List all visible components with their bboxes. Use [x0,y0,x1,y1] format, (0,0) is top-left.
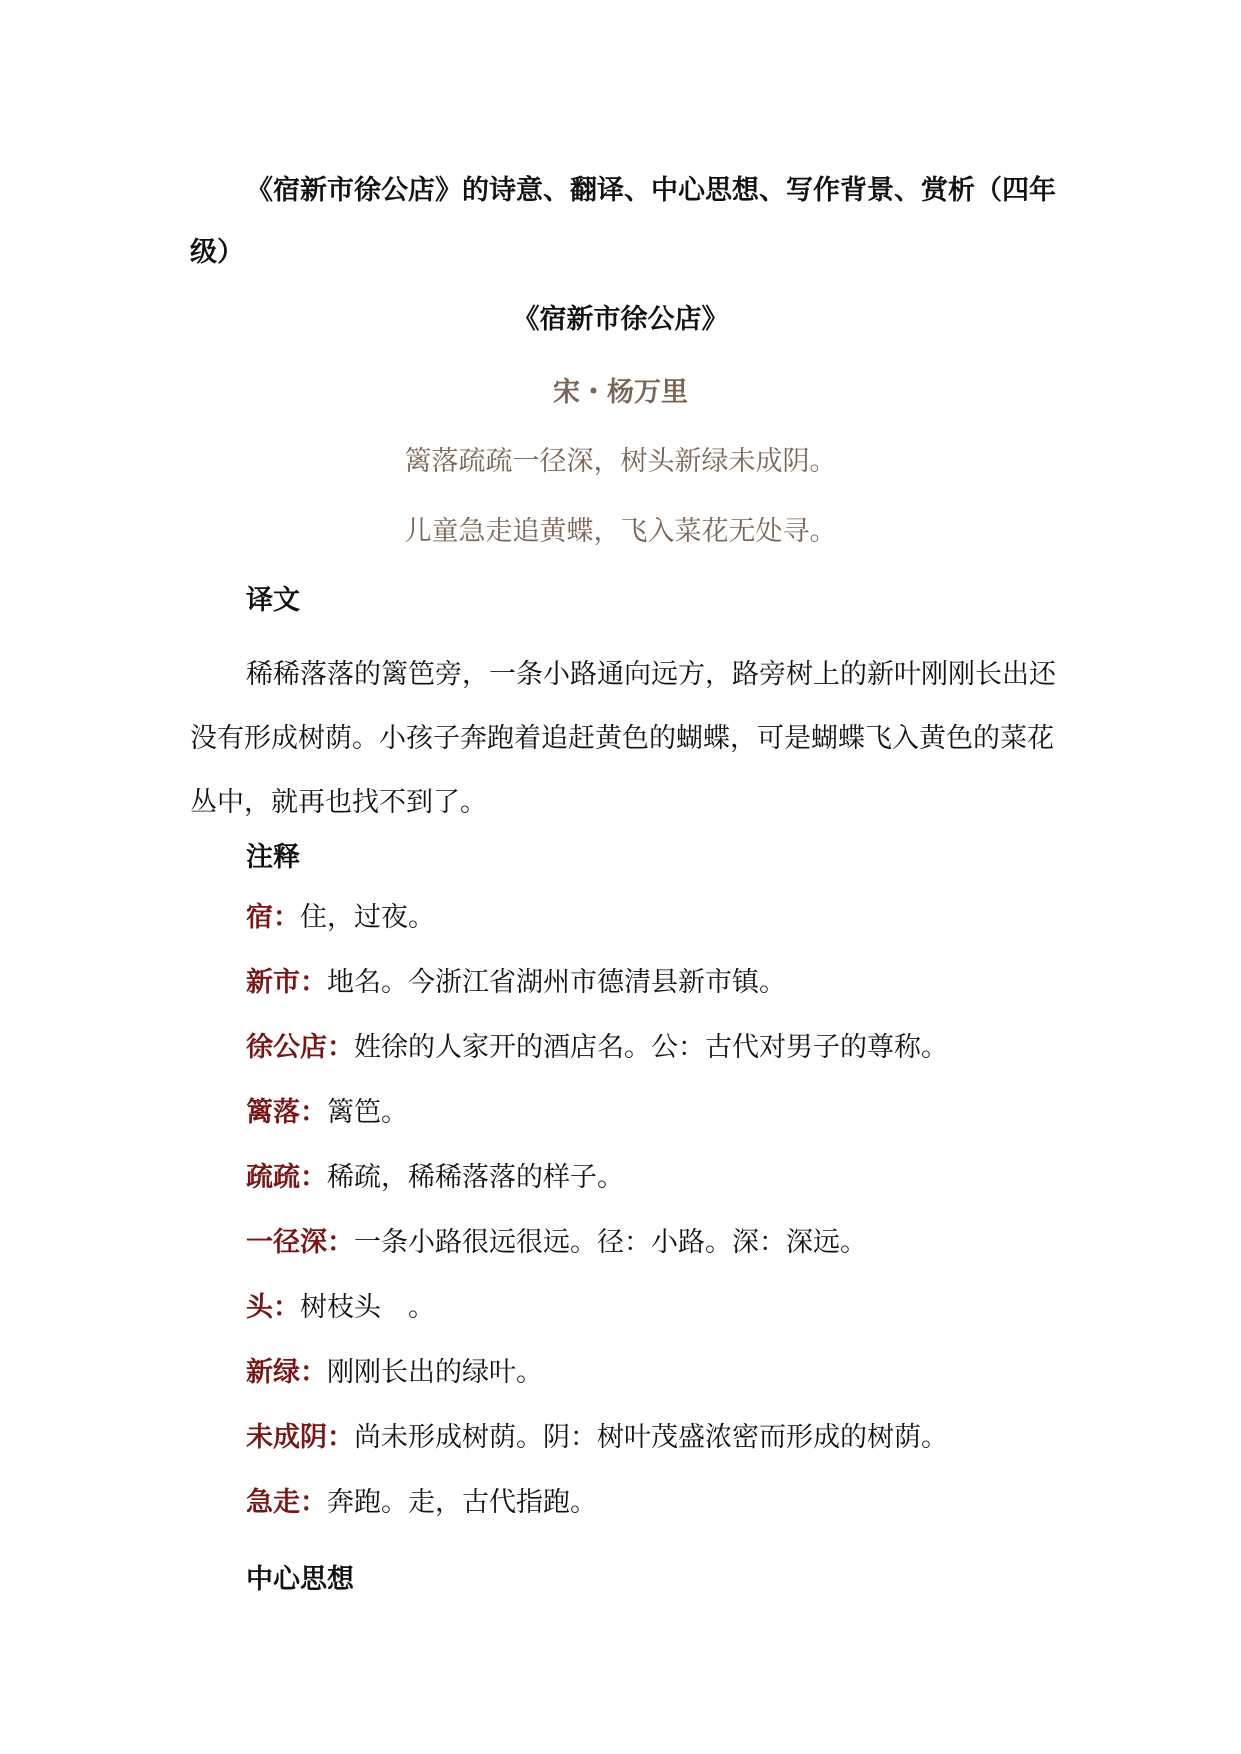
note-colon: ： [327,1032,354,1063]
note-colon: ： [327,1422,354,1453]
note-definition: 篱笆。 [327,1097,408,1128]
note-colon: ： [300,1097,327,1128]
note-definition: 地名。今浙江省湖州市德清县新市镇。 [327,967,786,998]
note-colon: ： [300,967,327,998]
note-definition: 一条小路很远很远。径：小路。深：深远。 [354,1227,867,1258]
note-term: 一径深 [246,1227,327,1258]
note-item [246,1418,1066,1458]
note-term: 篱落 [246,1097,300,1128]
note-definition: 奔跑。走，古代指跑。 [327,1487,597,1518]
note-colon: ： [300,1487,327,1518]
note-term: 宿 [246,902,273,933]
note-item [246,1223,1066,1263]
note-item [246,1483,1066,1523]
note-colon: ： [273,902,300,933]
note-item [246,1093,1066,1133]
translation-heading: 译文 [246,585,300,616]
note-colon: ： [327,1227,354,1258]
note-term: 头 [246,1292,273,1323]
note-term: 疏疏 [246,1162,300,1193]
poem-line: 篱落疏疏一径深，树头新绿未成阴。 [404,446,837,477]
note-definition: 稀疏，稀稀落落的样子。 [327,1162,624,1193]
note-item [246,1353,1066,1393]
poem-title: 《宿新市徐公店》 [512,304,729,335]
poem-line: 儿童急走追黄蝶，飞入菜花无处寻。 [404,516,837,547]
note-term: 未成阴 [246,1422,327,1453]
note-term: 新绿 [246,1357,300,1388]
document-title: 《宿新市徐公店》的诗意、翻译、中心思想、写作背景、赏析（四年级） [190,175,1056,268]
note-colon: ： [300,1357,327,1388]
note-term: 新市 [246,967,300,998]
note-item [246,1028,1066,1068]
note-definition: 尚未形成树荫。阴：树叶茂盛浓密而形成的树荫。 [354,1422,948,1453]
note-definition: 姓徐的人家开的酒店名。公：古代对男子的尊称。 [354,1032,948,1063]
notes-heading: 注释 [246,842,300,873]
theme-heading: 中心思想 [246,1564,354,1595]
translation-text: 稀稀落落的篱笆旁，一条小路通向远方，路旁树上的新叶刚刚长出还没有形成树荫。小孩子奔跑着追赶黄色的蝴蝶，可是蝴蝶飞入黄色的菜花丛中，就再也找不到了。 [190,659,1056,818]
note-item [246,1158,1066,1198]
note-item [246,963,1066,1003]
note-term: 急走 [246,1487,300,1518]
note-item [246,898,1066,938]
poem-author: 宋・杨万里 [553,377,688,408]
note-colon: ： [273,1292,300,1323]
note-term: 徐公店 [246,1032,327,1063]
note-item [246,1288,1066,1328]
note-definition: 树枝头 。 [300,1292,435,1323]
note-definition: 住，过夜。 [300,902,435,933]
note-definition: 刚刚长出的绿叶。 [327,1357,543,1388]
note-colon: ： [300,1162,327,1193]
